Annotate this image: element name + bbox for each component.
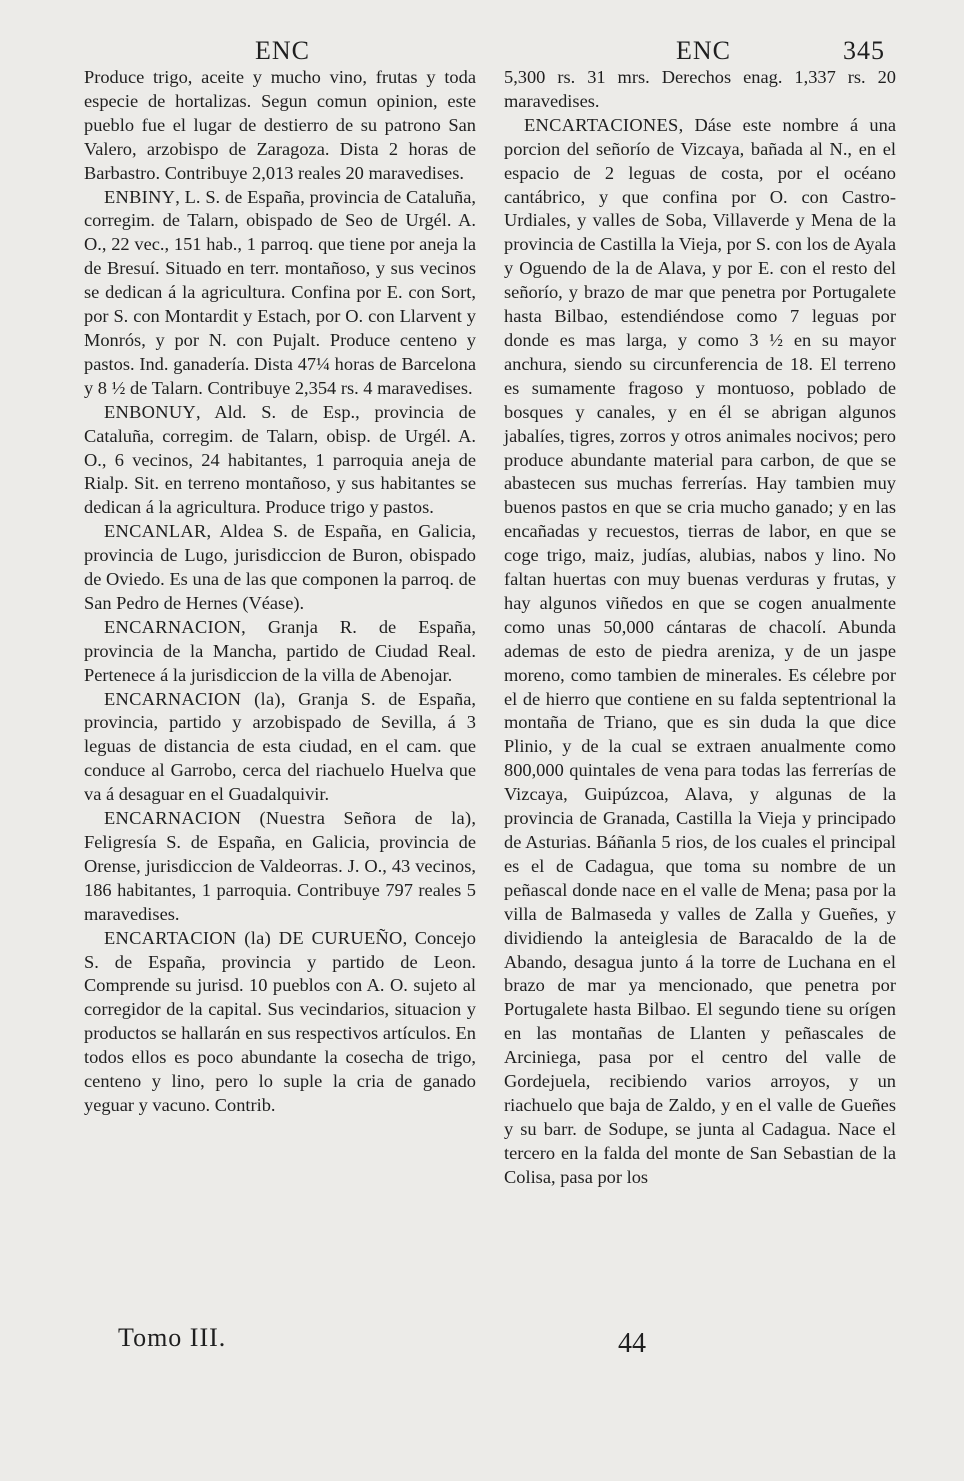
page-number: 345 [843, 36, 885, 65]
dictionary-entry [84, 927, 476, 1118]
dictionary-entry [84, 186, 476, 401]
left-running-head: ENC [255, 36, 310, 65]
dictionary-entry [504, 66, 896, 114]
entry-text: , Granja S. de España, provincia, partido y arzobispado de Sevilla, á 3 leguas de distancia de esta ciudad, en el cam. que conduce al Garrobo, cerca del riachuelo Huelva que va á desaguar en el Guadalquivir. [84, 688, 476, 805]
right-column [504, 66, 896, 1190]
entry-headword: ENBINY [104, 186, 176, 207]
dictionary-entry [84, 616, 476, 688]
entry-text: , Granja R. de España, provincia de la Mancha, partido de Ciudad Real. Pertenece á la jurisdiccion de la villa de Abenojar. [84, 616, 476, 685]
signature-mark: 44 [618, 1328, 646, 1359]
entry-headword: ENCARNACION [104, 616, 242, 637]
entry-text: Produce trigo, aceite y mucho vino, frutas y toda especie de hortalizas. Segun comun opinion, este pueblo fue el lugar de destierro de su patrono San Valero, arzobispo de Zaragoza. Dista 2 horas de Barbastro. Contribuye 2,013 reales 20 maravedises. [84, 67, 476, 183]
dictionary-entry [84, 66, 476, 186]
entry-headword: ENCANLAR [104, 521, 207, 542]
entry-text: , L. S. de España, provincia de Cataluña, corregim. de Talarn, obispado de Seo de Urgél. A. O., 22 vec., 151 hab., 1 parroq. que tiene por aneja la de Bresuí. Situado en terr. montañoso, y sus vecinos se dedican á la agricultura. Confina por E. con Sort, por S. con Montardit y Estach, por O. con Llarvent y Monrós, y por N. con Pujalt. Produce centeno y pastos. Ind. ganadería. Dista 47¼ horas de Barcelona y 8 ½ de Talarn. Contribuye 2,354 rs. 4 maravedises. [84, 186, 476, 398]
volume-label: Tomo III. [118, 1323, 227, 1352]
entry-text: , Aldea S. de España, en Galicia, provincia de Lugo, jurisdiccion de Buron, obispado de Oviedo. Es una de las que componen la parroq. de San Pedro de Hernes (Véase). [84, 521, 476, 613]
left-column [84, 66, 476, 1118]
dictionary-entry [84, 520, 476, 616]
entry-headword: ENCARTACIONES [524, 114, 679, 135]
entry-headword: ENCARNACION (la) [104, 688, 281, 709]
entry-text: , Dáse este nombre á una porcion del señorío de Vizcaya, bañada al N., en el espacio de 2 leguas de costa, por el océano cantábrico, y que confina por O. con Castro-Urdiales, y valles de Soba, Villaverde y Mena de la provincia de Castilla la Vieja, por S. con los de Ayala y Oguendo de la de Alava, y por E. con el resto del señorío, y brazo de mar que penetra por Portugalete hasta Bilbao, estendiéndose como 7 leguas por donde es mas larga, y como 3 ½ en su mayor anchura, siendo su circunferencia de 18. El terreno es sumamente fragoso y montuoso, poblado de bosques y canales, y en él se abrigan algunos jabalíes, tigres, zorros y otros animales nocivos; pero produce abundante material para carbon, de que se abastecen sus muchas ferrerías. Hay tambien muy buenos pastos en que se cria mucho ganado; y en las encañadas y recuestos, tierras de labor, en que se coge trigo, maiz, judías, alubias, nabos y lino. No faltan huertas con muy buenas verduras y frutas, y hay algunos viñedos en que se cogen anualmente como unas 50,000 cántaras de chacolí. Abunda ademas de esto de piedra areniza, y de un jaspe moreno, como tambien de minerales. Es célebre por el de hierro que contiene en su falda septentrional la montaña de Triano, que es sin duda la que dice Plinio, y de la cual se extraen anualmente como 800,000 quintales de vena para todas las ferrerías de Vizcaya, Guipúzcoa, Alava, y algunas de la provincia de Granada, Castilla la Vieja y principado de Asturias. Báñanla 5 rios, de los cuales el principal es el de Cadagua, que toma su nombre de un peñascal donde nace en el valle de Mena; pasa por la villa de Balmaseda y valles de Zalla y Gueñes, y dividiendo la anteiglesia de Baracaldo de la de Abando, desagua junto á la torre de Luchana en el brazo de mar ya mencionado, que penetra por Portugalete hasta Bilbao. El segundo tiene su orígen en las montañas de Llanten y peñascales de Arciniega, pasa por el centro del valle de Gordejuela, recibiendo varios arroyos, y un riachuelo que baja de Zaldo, y en el valle de Gueñes y su barr. de Sodupe, se junta al Cadagua. Nace el tercero en la falda del monte de San Sebastian de la Colisa, pasa por los [504, 114, 896, 1187]
entry-headword: ENBONUY [104, 401, 197, 422]
entry-text: , Feligresía S. de España, en Galicia, provincia de Orense, jurisdiccion de Valdeorras. J. O., 43 vecinos, 186 habitantes, 1 parroquia. Contribuye 797 reales 5 maravedises. [84, 808, 476, 924]
entry-text: , Ald. S. de Esp., provincia de Cataluña, corregim. de Talarn, obisp. de Urgél. A. O., 6 vecinos, 24 habitantes, 1 parroquia aneja de Rialp. Sit. en terreno montañoso, y sus habitantes se dedican á la agricultura. Produce trigo y pastos. [84, 401, 476, 518]
entry-headword: ENCARTACION (la) DE CURUEÑO [104, 927, 403, 948]
entry-text: , Concejo S. de España, provincia y partido de Leon. Comprende su jurisd. 10 pueblos con A. O. sujeto al corregidor de la capital. Sus vecindarios, situacion y productos se hallarán en sus respectivos artículos. En todos ellos es poco abundante la cosecha de trigo, centeno y lino, pero lo suple la cria de ganado yeguar y vacuno. Contrib. [84, 927, 476, 1115]
dictionary-entry [504, 114, 896, 1190]
dictionary-entry [84, 688, 476, 808]
dictionary-entry [84, 401, 476, 521]
entry-headword: ENCARNACION (Nuestra Señora de la) [104, 808, 472, 829]
entry-text: 5,300 rs. 31 mrs. Derechos enag. 1,337 rs. 20 maravedises. [504, 67, 896, 111]
dictionary-entry [84, 807, 476, 927]
right-running-head: ENC [676, 36, 731, 65]
